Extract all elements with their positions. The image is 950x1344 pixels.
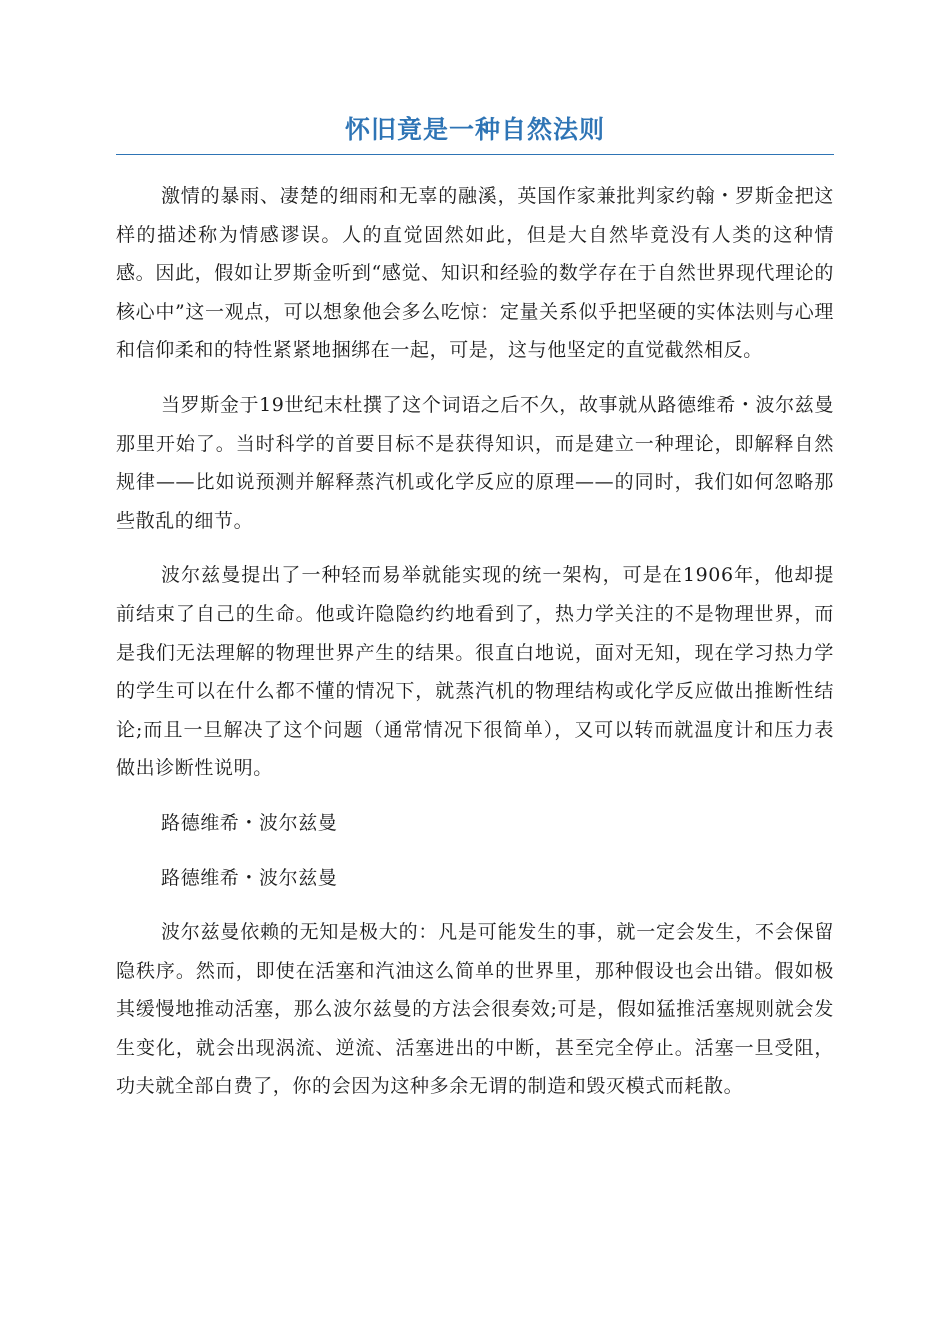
document-title: 怀旧竟是一种自然法则 (116, 110, 834, 155)
paragraph: 波尔兹曼提出了一种轻而易举就能实现的统一架构，可是在1906年，他却提前结束了自己的生命。他或许隐隐约约地看到了，热力学关注的不是物理世界，而是我们无法理解的物理世界产生的结果。很直白地说，面对无知，现在学习热力学的学生可以在什么都不懂的情况下，就蒸汽机的物理结构或化学反应做出推断性结论;而且一旦解决了这个问题（通常情况下很简单），又可以转而就温度计和压力表做出诊断性说明。 (116, 564, 834, 780)
document-page (116, 110, 834, 1122)
paragraph: 波尔兹曼依赖的无知是极大的：凡是可能发生的事，就一定会发生，不会保留隐秩序。然而，即使在活塞和汽油这么简单的世界里，那种假设也会出错。假如极其缓慢地推动活塞，那么波尔兹曼的方法会很奏效;可是，假如猛推活塞规则就会发生变化，就会出现涡流、逆流、活塞进出的中断，甚至完全停止。活塞一旦受阻，功夫就全部白费了，你的会因为这种多余无谓的制造和毁灭模式而耗散。 (116, 921, 834, 1098)
paragraph: 路德维希・波尔兹曼 (161, 866, 338, 889)
paragraph: 路德维希・波尔兹曼 (161, 811, 338, 834)
document-body (116, 177, 834, 1106)
paragraph: 当罗斯金于19世纪末杜撰了这个词语之后不久，故事就从路德维希・波尔兹曼那里开始了。当时科学的首要目标不是获得知识，而是建立一种理论，即解释自然规律——比如说预测并解释蒸汽机或化学反应的原理——的同时，我们如何忽略那些散乱的细节。 (116, 393, 834, 532)
paragraph: 激情的暴雨、凄楚的细雨和无辜的融溪，英国作家兼批判家约翰・罗斯金把这样的描述称为情感谬误。人的直觉固然如此，但是大自然毕竟没有人类的这种情感。因此，假如让罗斯金听到“感觉、知识和经验的数学存在于自然世界现代理论的核心中”这一观点，可以想象他会多么吃惊：定量关系似乎把坚硬的实体法则与心理和信仰柔和的特性紧紧地捆绑在一起，可是，这与他坚定的直觉截然相反。 (116, 185, 834, 362)
